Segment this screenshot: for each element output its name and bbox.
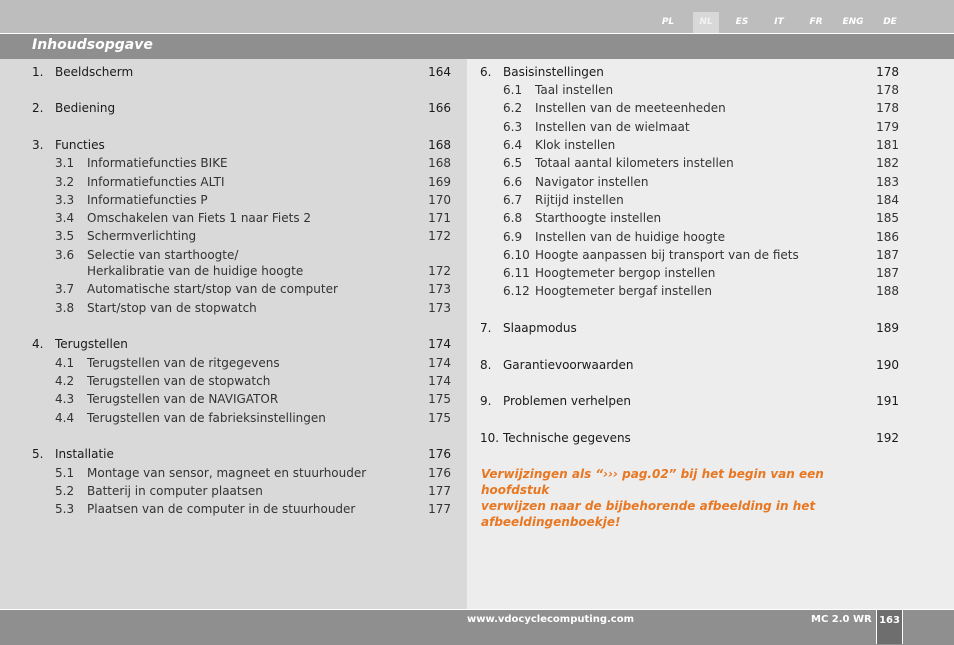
toc-entry[interactable] (32, 410, 451, 426)
toc-entry[interactable] (480, 174, 899, 190)
lang-tab-fr[interactable]: FR (809, 17, 823, 27)
toc-entry[interactable] (32, 446, 451, 462)
toc-entry-page: 186 (876, 230, 899, 244)
toc-entry[interactable] (32, 64, 451, 80)
toc-entry-number: 8. (480, 358, 492, 372)
toc-entry-page: 188 (876, 284, 899, 298)
toc-entry-label: Instellen van de wielmaat (535, 120, 690, 134)
toc-entry-number: 5.2 (55, 484, 75, 498)
toc-entry-label: Informatiefuncties ALTI (87, 175, 225, 189)
toc-entry-number: 4. (32, 337, 44, 351)
reference-note (481, 466, 881, 530)
toc-entry-label: Functies (55, 138, 105, 152)
toc-entry-page: 178 (876, 101, 899, 115)
toc-entry-label: Garantievoorwaarden (503, 358, 634, 372)
toc-entry-label: Informatiefuncties P (87, 193, 208, 207)
toc-entry-number: 3.3 (55, 193, 75, 207)
toc-entry-page: 172 (428, 229, 451, 243)
toc-entry[interactable] (32, 281, 451, 297)
toc-entry-label: Beeldscherm (55, 65, 134, 79)
toc-entry[interactable] (480, 119, 899, 135)
toc-entry[interactable] (480, 192, 899, 208)
toc-entry-number: 4.2 (55, 374, 75, 388)
toc-entry-label: Installatie (55, 447, 114, 461)
toc-entry-number: 3.4 (55, 211, 75, 225)
toc-entry-number: 2. (32, 101, 44, 115)
toc-entry-page: 172 (428, 264, 451, 278)
toc-entry-page: 184 (876, 193, 899, 207)
toc-entry-page: 173 (428, 282, 451, 296)
toc-entry-number: 4.3 (55, 392, 75, 406)
toc-entry-number: 3.5 (55, 229, 75, 243)
toc-entry-label: Technische gegevens (503, 431, 631, 445)
toc-entry[interactable] (480, 64, 899, 80)
page-number: 163 (876, 610, 903, 644)
toc-entry[interactable] (32, 174, 451, 190)
toc-entry-number: 6.2 (503, 101, 523, 115)
toc-entry-page: 171 (428, 211, 451, 225)
toc-entry[interactable] (480, 393, 899, 409)
toc-entry-number: 6.4 (503, 138, 523, 152)
toc-entry-label: Instellen van de huidige hoogte (535, 230, 725, 244)
toc-entry-page: 187 (876, 266, 899, 280)
toc-entry-number: 7. (480, 321, 492, 335)
toc-entry-page: 178 (876, 83, 899, 97)
toc-entry-label: Schermverlichting (87, 229, 197, 243)
toc-entry[interactable] (32, 373, 451, 389)
toc-entry-number: 1. (32, 65, 44, 79)
toc-entry-page: 174 (428, 374, 451, 388)
toc-entry-number: 5.1 (55, 466, 75, 480)
toc-entry[interactable] (32, 192, 451, 208)
toc-entry-label: Klok instellen (535, 138, 616, 152)
toc-entry-page: 174 (428, 337, 451, 351)
toc-entry[interactable] (480, 247, 899, 263)
toc-entry-label: Start/stop van de stopwatch (87, 301, 257, 315)
toc-entry-number: 6.5 (503, 156, 523, 170)
lang-tab-es[interactable]: ES (735, 17, 749, 27)
toc-entry-page: 183 (876, 175, 899, 189)
lang-tab-pl[interactable]: PL (661, 17, 675, 27)
note-line-2: verwijzen naar de bijbehorende afbeelding in het (481, 499, 816, 513)
toc-entry-page: 164 (428, 65, 451, 79)
toc-entry[interactable] (32, 355, 451, 371)
toc-entry-number: 4.1 (55, 356, 75, 370)
toc-entry-number: 3.1 (55, 156, 75, 170)
toc-entry[interactable] (480, 320, 899, 336)
toc-entry-page: 175 (428, 392, 451, 406)
toc-entry-number: 3.6 (55, 248, 75, 262)
toc-entry-label: Rijtijd instellen (535, 193, 624, 207)
toc-entry-label: Basisinstellingen (503, 65, 604, 79)
toc-entry[interactable] (480, 82, 899, 98)
toc-entry-label: Herkalibratie van de huidige hoogte (87, 264, 304, 278)
toc-entry-number: 9. (480, 394, 492, 408)
toc-entry-label: Batterij in computer plaatsen (87, 484, 263, 498)
toc-entry[interactable] (480, 430, 899, 446)
toc-entry-label: Terugstellen van de stopwatch (87, 374, 271, 388)
toc-entry[interactable] (480, 137, 899, 153)
title-bar (0, 33, 954, 59)
toc-entry-number: 5. (32, 447, 44, 461)
toc-entry[interactable] (480, 283, 899, 299)
toc-entry-page: 170 (428, 193, 451, 207)
toc-entry-number: 4.4 (55, 411, 75, 425)
toc-entry-page: 182 (876, 156, 899, 170)
toc-entry-number: 6.8 (503, 211, 523, 225)
toc-entry[interactable] (480, 229, 899, 245)
toc-entry[interactable] (480, 210, 899, 226)
toc-entry-number: 6.11 (503, 266, 530, 280)
toc-entry[interactable] (32, 100, 451, 116)
toc-entry[interactable] (32, 228, 451, 244)
toc-entry-page: 192 (876, 431, 899, 445)
toc-entry-label: Automatische start/stop van de computer (87, 282, 338, 296)
toc-entry-number: 6.10 (503, 248, 530, 262)
toc-entry-number: 3. (32, 138, 44, 152)
toc-entry-number: 3.7 (55, 282, 75, 296)
toc-entry-label: Terugstellen van de ritgegevens (87, 356, 280, 370)
toc-entry-label: Hoogtemeter bergaf instellen (535, 284, 712, 298)
toc-entry-label: Totaal aantal kilometers instellen (535, 156, 734, 170)
toc-entry-page: 190 (876, 358, 899, 372)
toc-entry-label: Navigator instellen (535, 175, 649, 189)
toc-entry-page: 187 (876, 248, 899, 262)
toc-entry-page: 168 (428, 156, 451, 170)
toc-entry[interactable] (32, 501, 451, 517)
toc-entry-label: Omschakelen van Fiets 1 naar Fiets 2 (87, 211, 312, 225)
toc-entry-page: 173 (428, 301, 451, 315)
toc-entry-number: 6.7 (503, 193, 523, 207)
toc-entry-number: 6.6 (503, 175, 523, 189)
toc-entry[interactable] (32, 210, 451, 226)
toc-entry-page: 177 (428, 502, 451, 516)
toc-entry[interactable] (32, 336, 451, 352)
toc-entry-number: 6. (480, 65, 492, 79)
toc-entry-label: Terugstellen van de fabrieksinstellingen (87, 411, 326, 425)
toc-entry-label: Selectie van starthoogte/ (87, 248, 239, 262)
toc-entry-label: Problemen verhelpen (503, 394, 631, 408)
toc-entry-page: 177 (428, 484, 451, 498)
toc-entry-page: 174 (428, 356, 451, 370)
toc-entry-label: Bediening (55, 101, 116, 115)
lang-tab-eng[interactable]: ENG (842, 17, 864, 27)
toc-entry-page: 176 (428, 466, 451, 480)
toc-entry-label: Montage van sensor, magneet en stuurhouder (87, 466, 367, 480)
toc-entry-page: 189 (876, 321, 899, 335)
toc-entry-number: 6.3 (503, 120, 523, 134)
toc-entry-number: 6.1 (503, 83, 523, 97)
toc-entry-number: 6.9 (503, 230, 523, 244)
toc-entry[interactable] (32, 247, 451, 263)
toc-entry-label: Hoogte aanpassen bij transport van de fiets (535, 248, 799, 262)
footer-bar (0, 609, 954, 645)
toc-entry[interactable] (32, 465, 451, 481)
toc-entry-page: 168 (428, 138, 451, 152)
toc-entry[interactable] (32, 137, 451, 153)
toc-entry-label: Informatiefuncties BIKE (87, 156, 228, 170)
toc-entry-label: Instellen van de meeteenheden (535, 101, 726, 115)
language-bar (0, 0, 954, 33)
note-line-3: afbeeldingenboekje! (481, 515, 621, 529)
lang-tab-it[interactable]: IT (774, 17, 784, 27)
toc-entry-page: 191 (876, 394, 899, 408)
note-line-1: Verwijzingen als “››› pag.02” bij het begin van een hoofdstuk (481, 467, 824, 497)
toc-entry-label: Plaatsen van de computer in de stuurhouder (87, 502, 356, 516)
lang-tab-de[interactable]: DE (883, 17, 897, 27)
toc-entry-number: 3.8 (55, 301, 75, 315)
toc-entry[interactable] (480, 357, 899, 373)
toc-entry-page: 176 (428, 447, 451, 461)
toc-entry-label: Slaapmodus (503, 321, 577, 335)
toc-entry-page: 181 (876, 138, 899, 152)
toc-entry-page: 179 (876, 120, 899, 134)
toc-entry-number: 6.12 (503, 284, 530, 298)
toc-entry[interactable] (32, 263, 451, 279)
toc-entry-page: 175 (428, 411, 451, 425)
toc-entry-number: 3.2 (55, 175, 75, 189)
lang-tab-nl[interactable]: NL (693, 12, 719, 33)
toc-entry-number: 5.3 (55, 502, 75, 516)
toc-entry[interactable] (480, 265, 899, 281)
toc-entry-label: Taal instellen (535, 83, 614, 97)
toc-entry[interactable] (480, 100, 899, 116)
toc-entry[interactable] (32, 300, 451, 316)
toc-entry-label: Hoogtemeter bergop instellen (535, 266, 716, 280)
toc-entry-page: 169 (428, 175, 451, 189)
toc-entry[interactable] (32, 391, 451, 407)
model-name: MC 2.0 WR (811, 614, 872, 625)
page-title: Inhoudsopgave (32, 37, 153, 53)
toc-entry-label: Terugstellen van de NAVIGATOR (87, 392, 279, 406)
toc-entry[interactable] (480, 155, 899, 171)
toc-entry-page: 185 (876, 211, 899, 225)
toc-entry-page: 166 (428, 101, 451, 115)
toc-entry-label: Starthoogte instellen (535, 211, 662, 225)
toc-entry-label: Terugstellen (55, 337, 128, 351)
toc-entry[interactable] (32, 155, 451, 171)
website-link[interactable]: www.vdocyclecomputing.com (467, 614, 635, 625)
toc-entry-number: 10. (480, 431, 500, 445)
toc-entry-page: 178 (876, 65, 899, 79)
toc-entry[interactable] (32, 483, 451, 499)
